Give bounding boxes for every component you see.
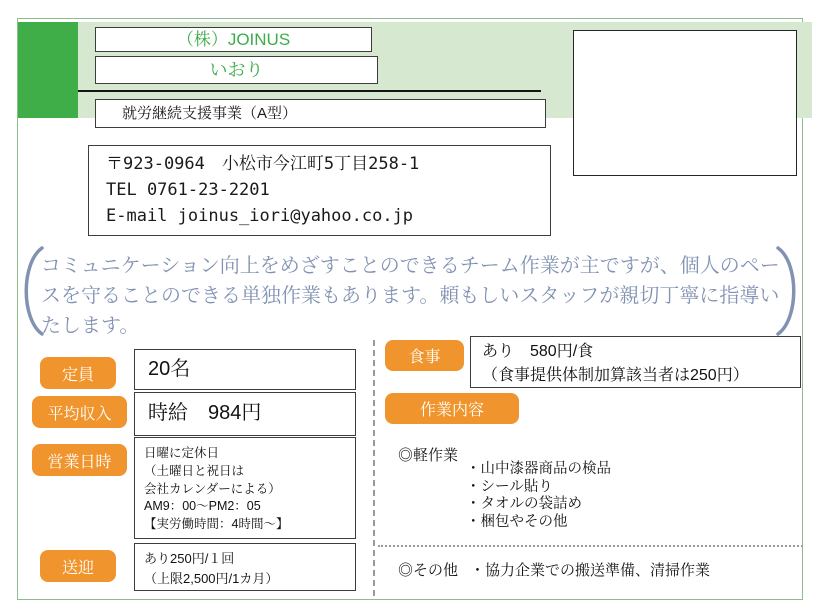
intro-bubble xyxy=(14,246,806,340)
hours-line: AM9：00～PM2：05 xyxy=(144,499,261,514)
facility-name: いおり xyxy=(95,56,378,84)
company-name: （株）JOINUS xyxy=(95,27,372,52)
light-work-item: ・山中漆器商品の検品 xyxy=(466,461,611,477)
other-work-row xyxy=(398,559,710,580)
contact-tel: TEL 0761-23-2201 xyxy=(106,179,270,200)
transport-line: （上限2,500円/1カ月） xyxy=(144,570,279,586)
hours-tag: 営業日時 xyxy=(32,444,127,476)
meal-line: あり 580円/食 xyxy=(482,343,594,360)
meal-tag: 食事 xyxy=(385,340,464,371)
capacity-tag: 定員 xyxy=(40,357,116,389)
income-value: 時給 984円 xyxy=(134,392,356,436)
contact-email: E-mail joinus_iori@yahoo.co.jp xyxy=(106,205,414,226)
right-parenthesis-icon xyxy=(774,246,806,336)
contact-box xyxy=(88,145,551,236)
hours-line: 日曜に定休日 xyxy=(144,446,220,460)
light-work-item: ・タオルの袋詰め xyxy=(466,496,582,512)
header-green-block xyxy=(18,22,78,118)
photo-placeholder xyxy=(573,30,797,176)
hours-value xyxy=(134,437,356,539)
light-work-item: ・梱包やその他 xyxy=(466,513,568,530)
capacity-value: 20名 xyxy=(134,349,356,390)
meal-value xyxy=(470,336,801,388)
transport-tag: 送迎 xyxy=(40,550,116,582)
contact-address: 〒923-0964 小松市今江町5丁目258-1 xyxy=(106,154,420,174)
transport-value xyxy=(134,543,356,591)
service-type: 就労継続支援事業（A型） xyxy=(95,99,546,128)
other-work-heading: ◎その他 xyxy=(398,562,459,579)
work-section-divider xyxy=(378,545,803,547)
hours-line: （土曜日と祝日は xyxy=(144,463,245,478)
light-work-heading: ◎軽作業 xyxy=(398,447,459,464)
other-work-text: ・協力企業での搬送準備、清掃作業 xyxy=(470,562,711,579)
column-divider xyxy=(373,340,375,596)
hours-line: 【実労働時間：4時間～】 xyxy=(144,517,289,531)
hours-line: 会社カレンダーによる） xyxy=(144,481,281,496)
light-work-list xyxy=(466,461,611,531)
income-tag: 平均収入 xyxy=(32,396,127,428)
work-content-tag: 作業内容 xyxy=(385,393,519,424)
intro-text: コミュニケーション向上をめざすことのできるチーム作業が主ですが、個人のペースを守ることのできる単独作業もあります。頼もしいスタッフが親切丁寧に指導いたします。 xyxy=(41,255,780,337)
meal-line: （食事提供体制加算該当者は250円） xyxy=(482,366,749,384)
light-work-item: ・シール貼り xyxy=(466,478,553,495)
transport-line: あり250円/１回 xyxy=(144,551,235,566)
header-underline xyxy=(78,90,541,92)
